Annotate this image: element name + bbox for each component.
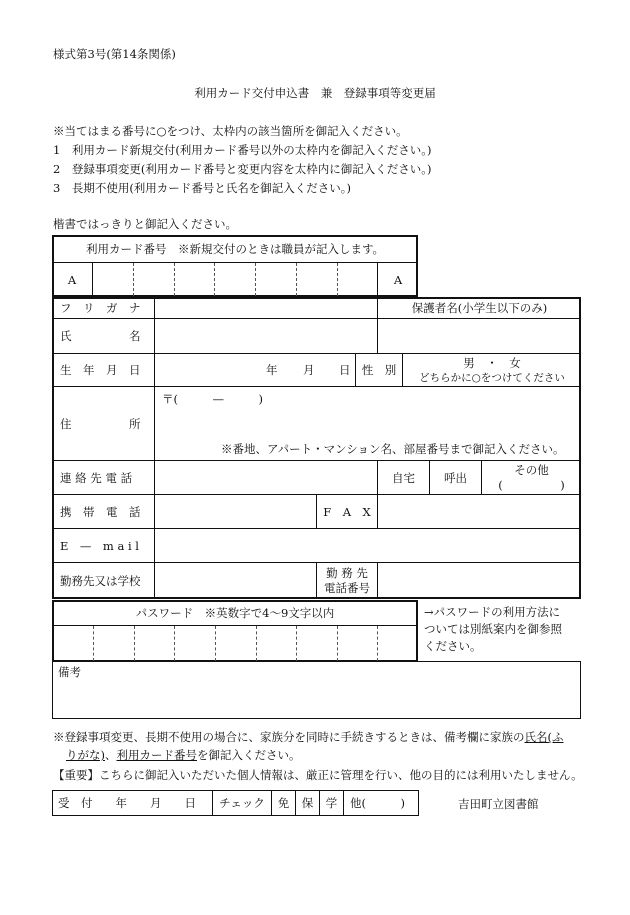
received-date-label: 受 付 年 月 日	[58, 796, 196, 810]
fax-input[interactable]	[378, 495, 581, 528]
postal-code: 〒( — )	[162, 392, 263, 406]
email-input[interactable]	[155, 529, 581, 562]
sex-note: どちらかに○をつけてください	[419, 372, 565, 384]
family-note-line-2: りがな)、利用カード番号を御記入ください。	[66, 748, 301, 762]
contact-phone-input[interactable]	[155, 461, 377, 494]
guardian-name-input[interactable]	[378, 319, 581, 353]
sex-label: 性 別	[361, 363, 397, 377]
library-name: 吉田町立図書館	[458, 797, 539, 811]
card-number-input[interactable]	[92, 263, 377, 296]
password-header: パスワード ※英数字で4〜9文字以内	[135, 606, 335, 620]
form-title: 利用カード交付申込書 兼 登録事項等変更届	[194, 86, 436, 100]
guardian-label: 保護者名(小学生以下のみ)	[411, 301, 548, 315]
year-label: 年	[266, 363, 278, 377]
form-number: 様式第3号(第14条関係)	[53, 47, 176, 61]
block-letters-note: 楷書ではっきりと御記入ください。	[53, 217, 237, 231]
workplace-label: 勤務先又は学校	[60, 573, 141, 588]
mobile-label: 携 帯 電 話	[60, 504, 141, 519]
name-input[interactable]	[155, 319, 377, 353]
furigana-label: フ リ ガ ナ	[60, 301, 141, 315]
sex-options[interactable]: 男 ・ 女	[463, 356, 521, 370]
birthdate-input[interactable]	[155, 354, 355, 386]
remarks-label: 備考	[58, 665, 81, 679]
email-label: E — m a i l	[60, 538, 139, 553]
pager-option[interactable]: 呼出	[444, 470, 467, 485]
month-label: 月	[303, 363, 315, 377]
fax-label: F A X	[323, 504, 371, 519]
mobile-input[interactable]	[155, 495, 316, 528]
office-cell-license: 免	[277, 796, 290, 810]
card-suffix: A	[393, 272, 403, 287]
name-label: 氏 名	[60, 329, 141, 343]
instruction-item-1: 1 利用カード新規交付(利用カード番号以外の太枠内を御記入ください。)	[53, 143, 432, 157]
work-phone-input[interactable]	[378, 563, 581, 598]
day-label: 日	[339, 363, 351, 377]
instructions-intro: ※当てはまる番号に○をつけ、太枠内の該当箇所を御記入ください。	[53, 124, 408, 138]
password-note-1: →パスワードの利用方法に	[424, 605, 561, 619]
card-prefix: A	[67, 272, 77, 287]
work-phone-label-2: 電話番号	[324, 581, 370, 595]
card-number-header: 利用カード番号 ※新規交付のときは職員が記入します。	[85, 242, 385, 256]
password-input[interactable]	[54, 626, 416, 661]
instruction-item-2: 2 登録事項変更(利用カード番号と変更内容を太枠内に御記入ください。)	[53, 162, 432, 176]
contact-phone-label: 連 絡 先 電 話	[60, 470, 133, 485]
office-cell-other: 他( )	[350, 796, 405, 810]
birthdate-label: 生 年 月 日	[60, 363, 141, 377]
other-option[interactable]: その他	[514, 463, 549, 477]
office-cell-insurance: 保	[301, 796, 314, 810]
remarks-input[interactable]	[53, 680, 580, 718]
address-note: ※番地、アパート・マンション名、部屋番号まで御記入ください。	[221, 442, 565, 456]
office-cell-student: 学	[325, 796, 338, 810]
password-note-2: ついては別紙案内を御参照	[424, 622, 562, 636]
other-paren: ( )	[498, 478, 565, 492]
instruction-item-3: 3 長期不使用(利用カード番号と氏名を御記入ください。)	[53, 181, 352, 195]
workplace-input[interactable]	[155, 563, 316, 598]
check-label: チェック	[219, 796, 265, 810]
password-note-3: ください。	[424, 639, 482, 653]
privacy-note: 【重要】こちらに御記入いただいた個人情報は、厳正に管理を行い、他の目的には利用いたしません。	[53, 768, 583, 782]
home-option[interactable]: 自宅	[392, 470, 415, 485]
work-phone-label-1: 勤 務 先	[326, 566, 368, 580]
family-note-line-1: ※登録事項変更、長期不使用の場合に、家族分を同時に手続きするときは、備考欄に家族の氏名(ふ	[53, 730, 564, 744]
furigana-input[interactable]	[155, 298, 377, 318]
address-label: 住 所	[60, 416, 141, 431]
